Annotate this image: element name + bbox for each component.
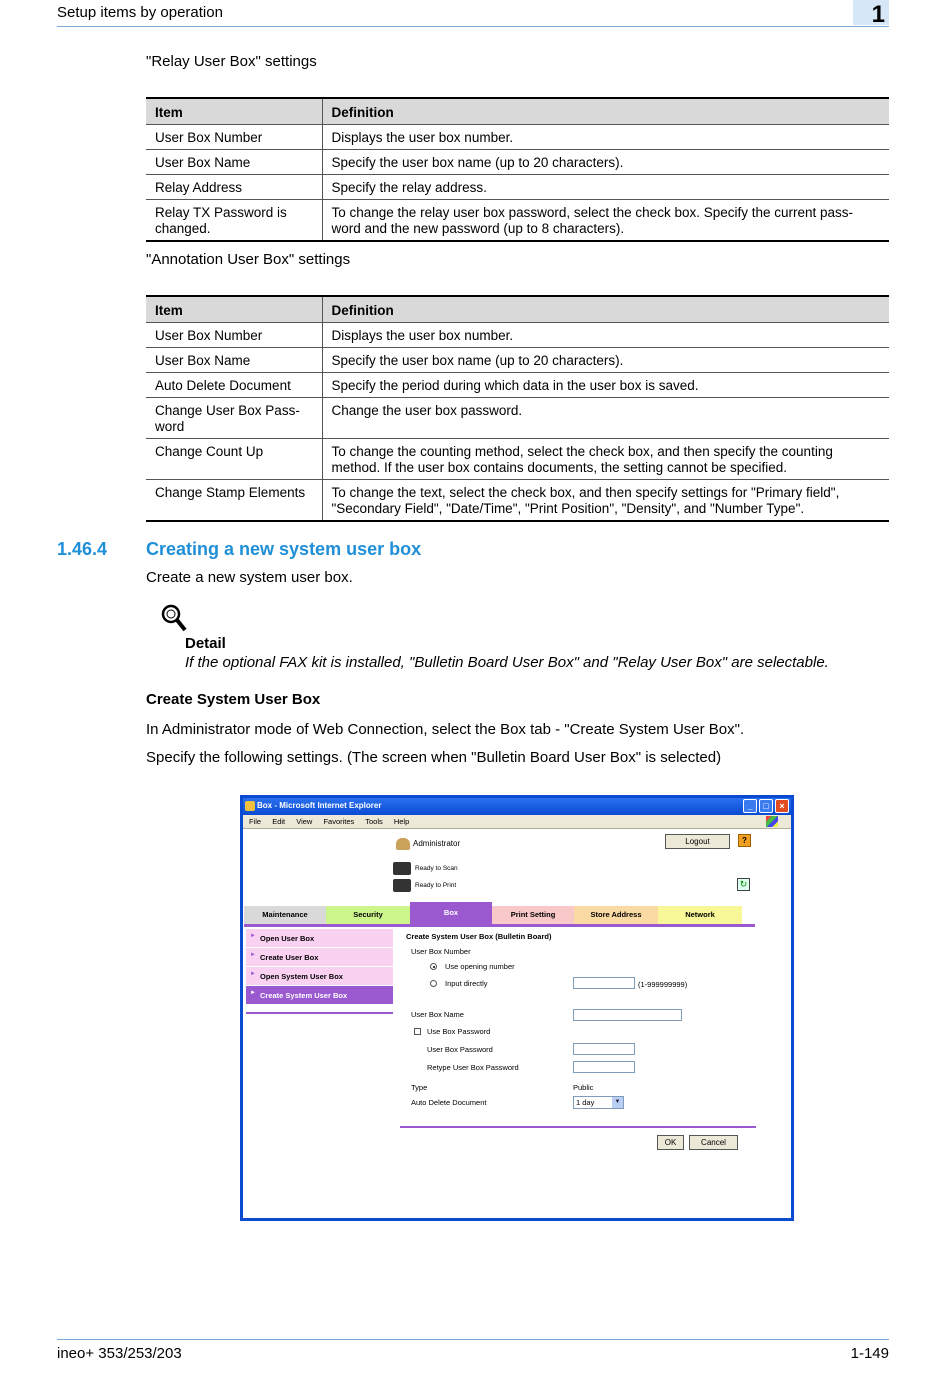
logout-button[interactable]: Logout <box>665 834 730 849</box>
subheading: Create System User Box <box>146 691 321 708</box>
table-row <box>146 175 889 200</box>
auto-delete-value: 1 day <box>576 1098 595 1107</box>
input-directly-radio[interactable] <box>430 980 437 987</box>
section-number: 1.46.4 <box>57 539 108 559</box>
auto-delete-label: Auto Delete Document <box>411 1098 487 1107</box>
detail-label: Detail <box>185 635 226 652</box>
sidebar-item-open-user-box[interactable]: ► Open User Box <box>246 929 393 947</box>
tab-box[interactable]: Box <box>410 902 492 926</box>
definition-cell: To change the text, select the check box, and then specify settings for "Primary field", "Secondary Field", "Date/Time", "Print Position", "Density", and "Number Type". <box>322 480 889 522</box>
menu-favorites[interactable]: Favorites <box>323 817 355 826</box>
ok-button[interactable]: OK <box>657 1135 684 1150</box>
instruction-paragraph: In Administrator mode of Web Connection, select the Box tab - "Create System User Box". <box>146 721 745 738</box>
box-number-input[interactable] <box>573 977 635 989</box>
section-title: Creating a new system user box <box>146 539 422 559</box>
cancel-button[interactable]: Cancel <box>689 1135 738 1150</box>
tab-underline <box>244 924 755 927</box>
item-cell: Change User Box Pass-word <box>146 398 322 439</box>
magnifier-icon <box>160 603 188 633</box>
definition-cell: Specify the period during which data in the user box is saved. <box>322 373 889 398</box>
table-row <box>146 439 889 480</box>
ie-icon <box>245 801 255 811</box>
tab-bar <box>244 902 755 924</box>
retype-password-input[interactable] <box>573 1061 635 1073</box>
definition-cell: Specify the user box name (up to 20 characters). <box>322 150 889 175</box>
chevron-down-icon: ▼ <box>612 1097 623 1108</box>
window-titlebar <box>243 798 791 815</box>
item-cell: User Box Number <box>146 125 322 150</box>
definition-cell: Displays the user box number. <box>322 125 889 150</box>
table-row <box>146 200 889 242</box>
type-value: Public <box>573 1083 594 1092</box>
menu-view[interactable]: View <box>296 817 313 826</box>
relay-settings-label: "Relay User Box" settings <box>146 53 317 70</box>
item-cell: Auto Delete Document <box>146 373 322 398</box>
browser-window-screenshot <box>240 795 794 1221</box>
menu-help[interactable]: Help <box>393 817 410 826</box>
status-scan: Ready to Scan <box>415 865 458 872</box>
administrator-label: Administrator <box>413 839 461 848</box>
refresh-icon[interactable]: ↻ <box>737 878 750 891</box>
auto-delete-select[interactable] <box>573 1096 624 1109</box>
col-definition-header: Definition <box>322 98 889 125</box>
menu-bar <box>243 815 791 829</box>
password-label: User Box Password <box>427 1045 493 1054</box>
table-row <box>146 323 889 348</box>
col-definition-header: Definition <box>322 296 889 323</box>
page-footer <box>57 1339 889 1362</box>
menu-file[interactable]: File <box>249 817 262 826</box>
type-label: Type <box>411 1083 428 1092</box>
close-icon[interactable]: × <box>775 799 789 813</box>
sidebar-item-open-system-user-box[interactable]: ► Open System User Box <box>246 967 393 985</box>
footer-page-number: 1-149 <box>850 1345 889 1362</box>
definition-cell: Change the user box password. <box>322 398 889 439</box>
form-title: Create System User Box (Bulletin Board) <box>406 932 552 941</box>
table-row <box>146 150 889 175</box>
footer-model: ineo+ 353/253/203 <box>57 1345 182 1362</box>
retype-password-label: Retype User Box Password <box>427 1063 519 1072</box>
menu-edit[interactable]: Edit <box>272 817 286 826</box>
form-divider <box>400 1126 756 1128</box>
tab-store-address[interactable]: Store Address <box>574 906 658 924</box>
tab-security[interactable]: Security <box>326 906 410 924</box>
item-cell: Relay Address <box>146 175 322 200</box>
definition-cell: Displays the user box number. <box>322 323 889 348</box>
box-number-range: (1-999999999) <box>638 980 688 989</box>
definition-cell: Specify the relay address. <box>322 175 889 200</box>
item-cell: User Box Name <box>146 348 322 373</box>
use-password-label: Use Box Password <box>427 1027 491 1036</box>
item-cell: User Box Name <box>146 150 322 175</box>
administrator-icon <box>396 838 410 850</box>
password-input[interactable] <box>573 1043 635 1055</box>
col-item-header: Item <box>146 296 322 323</box>
table-row <box>146 398 889 439</box>
scanner-icon <box>393 862 411 875</box>
menu-tools[interactable]: Tools <box>365 817 383 826</box>
annotation-settings-table <box>146 295 889 522</box>
definition-cell: To change the relay user box password, select the check box. Specify the current pass-word and the new password (up to 8 characters). <box>322 200 889 242</box>
box-number-label: User Box Number <box>411 947 471 956</box>
chapter-number: 1 <box>853 0 889 25</box>
maximize-icon[interactable]: □ <box>759 799 773 813</box>
tab-print-setting[interactable]: Print Setting <box>492 906 574 924</box>
col-item-header: Item <box>146 98 322 125</box>
window-title: Box - Microsoft Internet Explorer <box>257 801 382 810</box>
tab-network[interactable]: Network <box>658 906 742 924</box>
annotation-settings-label: "Annotation User Box" settings <box>146 251 351 268</box>
item-cell: Relay TX Password is changed. <box>146 200 322 242</box>
header-title: Setup items by operation <box>57 4 223 21</box>
tab-maintenance[interactable]: Maintenance <box>244 906 326 924</box>
sidebar-divider <box>246 1012 393 1014</box>
relay-settings-table <box>146 97 889 242</box>
table-row <box>146 125 889 150</box>
item-cell: User Box Number <box>146 323 322 348</box>
help-icon[interactable]: ? <box>738 834 751 847</box>
status-print: Ready to Print <box>415 882 457 889</box>
table-row <box>146 480 889 522</box>
sidebar-item-create-user-box[interactable]: ► Create User Box <box>246 948 393 966</box>
detail-text: If the optional FAX kit is installed, "Bulletin Board User Box" and "Relay User Box" are selectable. <box>185 654 829 671</box>
opening-number-label: Use opening number <box>445 962 515 971</box>
box-name-label: User Box Name <box>411 1010 464 1019</box>
table-row <box>146 348 889 373</box>
settings-paragraph: Specify the following settings. (The screen when "Bulletin Board User Box" is selected) <box>146 749 722 766</box>
item-cell: Change Count Up <box>146 439 322 480</box>
input-directly-label: Input directly <box>445 979 488 988</box>
windows-logo-icon <box>766 816 778 827</box>
item-cell: Change Stamp Elements <box>146 480 322 522</box>
definition-cell: Specify the user box name (up to 20 characters). <box>322 348 889 373</box>
minimize-icon[interactable]: _ <box>743 799 757 813</box>
use-password-checkbox[interactable] <box>414 1028 421 1035</box>
definition-cell: To change the counting method, select the check box, and then specify the counting method. If the user box contains documents, the setting cannot be specified. <box>322 439 889 480</box>
opening-number-radio[interactable] <box>430 963 437 970</box>
table-row <box>146 373 889 398</box>
page-header <box>57 0 889 27</box>
box-name-input[interactable] <box>573 1009 682 1021</box>
section-intro: Create a new system user box. <box>146 569 353 586</box>
printer-icon <box>393 879 411 892</box>
sidebar-item-create-system-user-box[interactable]: ► Create System User Box <box>246 986 393 1004</box>
